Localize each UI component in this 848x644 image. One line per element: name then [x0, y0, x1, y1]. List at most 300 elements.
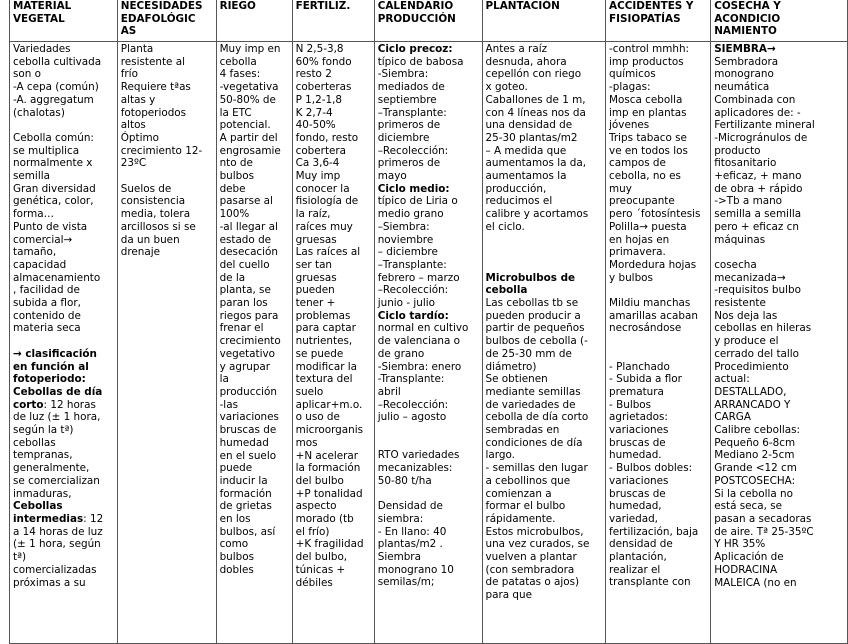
- text-line: del cuello: [219, 258, 270, 271]
- text-line: la ETC: [219, 106, 252, 119]
- text-line: junio - julio: [377, 297, 435, 310]
- text-line: aplicadores de: -: [714, 106, 801, 119]
- text-line: resto 2: [295, 68, 332, 81]
- text-line: conocer la: [295, 182, 350, 195]
- text-line: normalmente x: [13, 157, 93, 170]
- text-line: [13, 500, 115, 513]
- text-line: raíces muy: [295, 220, 353, 233]
- text-line: 25-30 plantas/m2: [485, 131, 578, 144]
- text-line: diciembre: [377, 131, 430, 144]
- text-line: Antes a raíz: [485, 43, 548, 55]
- text-line: -requisitos bulbo: [714, 284, 801, 297]
- text-line: -Siembra:: [377, 68, 429, 81]
- text-line: Si la cebolla no: [714, 487, 793, 500]
- text-line: de patatas o ajos): [485, 576, 580, 589]
- text-line: comercial→: [13, 233, 73, 246]
- text-line: aumentamos la: [485, 170, 567, 183]
- text-line: débiles: [295, 576, 333, 589]
- text-line: +eficaz, + mano: [714, 170, 802, 183]
- text-line: [13, 386, 115, 399]
- text-line: pueden: [295, 284, 335, 297]
- text-line: necrosándose: [609, 322, 682, 335]
- text: : 12 horas: [43, 398, 96, 411]
- text-line: -control mmhh:: [609, 43, 690, 55]
- text-line: potencial.: [219, 119, 271, 132]
- text-line: variedad,: [609, 512, 658, 525]
- text-line: químicos: [609, 68, 656, 81]
- text-line: (chalotas): [13, 106, 65, 119]
- text-line: humedad,: [609, 500, 662, 513]
- text-line: primavera.: [609, 246, 666, 259]
- text-line: primeros de: [377, 157, 441, 170]
- text-line: puede: [219, 462, 253, 475]
- text-line: Mosca cebolla: [609, 93, 683, 106]
- text-line: crecimiento 12-: [120, 144, 203, 157]
- text-line: tamaño,: [13, 246, 57, 259]
- text-line: en el suelo: [219, 449, 277, 462]
- text-line: 50-80 t/ha: [377, 474, 432, 487]
- text-line: pero ´fotosíntesis: [609, 208, 701, 221]
- bold-text: Ciclo medio:: [377, 182, 450, 195]
- crop-info-table: [9, 0, 848, 644]
- text-line: prematura: [609, 385, 664, 398]
- text-line: P 1,2-1,8: [295, 93, 342, 106]
- text-line: Muy imp: [295, 170, 341, 183]
- text-line: - semillas den lugar: [485, 462, 588, 475]
- text-line: –Recolección:: [377, 398, 449, 411]
- text-line: - Planchado: [609, 360, 670, 373]
- text-line: Combinada con: [714, 93, 796, 106]
- text-line: bruscas de: [609, 436, 666, 449]
- text-line: RTO variedades: [377, 449, 460, 462]
- text-line: A partir del: [219, 131, 278, 144]
- header-plantacion: [482, 0, 606, 42]
- text-line: aplicar+m.o.: [295, 398, 363, 411]
- text-line: –Transplante:: [377, 258, 447, 271]
- bold-text: intermedias: [13, 512, 84, 525]
- text-line: [378, 424, 480, 437]
- text-line: materia seca: [13, 322, 81, 335]
- text-line: plantación,: [609, 551, 667, 564]
- text-line: pero + eficaz cn: [714, 220, 799, 233]
- header-line: COSECHA Y: [714, 0, 781, 12]
- text-line: -Transplante:: [377, 373, 445, 386]
- text-line: calibre y acortamos: [485, 208, 589, 221]
- text-line: - Bulbos: [609, 398, 652, 411]
- text-line: -al llegar al: [219, 220, 278, 233]
- text-line: se puede: [295, 347, 344, 360]
- text-line: 40-50%: [295, 119, 336, 132]
- text-line: [486, 272, 604, 285]
- text-line: típico de Liria o: [377, 195, 458, 208]
- text-line: Fertilizante mineral: [714, 119, 815, 132]
- text-line: monograno: [714, 68, 774, 81]
- text-line: [609, 284, 708, 297]
- text-line: y bulbos: [609, 271, 653, 284]
- text-line: fisiología de: [295, 195, 359, 208]
- header-line: FERTILIZ.: [295, 0, 351, 12]
- text-line: [486, 284, 604, 297]
- cell-cosecha-acondicionamiento: [711, 42, 848, 644]
- text-line: [609, 335, 708, 348]
- text-line: [13, 361, 115, 374]
- text-line: de obra + rápido: [714, 182, 803, 195]
- text-line: contenido de: [13, 309, 81, 322]
- text-line: la raíz,: [295, 208, 331, 221]
- text-line: normal en cultivo: [377, 322, 469, 335]
- text-line: frenar el: [219, 322, 264, 335]
- text-line: aspecto: [295, 500, 337, 513]
- text-line: consistencia: [120, 195, 186, 208]
- text-line: Mediano 2-5cm: [714, 449, 795, 462]
- text-line: una densidad de: [485, 119, 573, 132]
- text-line: gruesas: [295, 271, 337, 284]
- text-line: tempranas,: [13, 449, 73, 462]
- text-line: vuelven a plantar: [485, 551, 577, 564]
- text-line: o uso de: [295, 411, 340, 424]
- cell-plantacion: [482, 42, 606, 644]
- header-calendario-produccion: [374, 0, 482, 42]
- text-line: inducir la: [219, 474, 268, 487]
- text-line: , facilidad de: [13, 284, 80, 297]
- bold-text: corto: [13, 398, 44, 411]
- text-line: una vez curados, se: [485, 538, 590, 551]
- text-line: túnicas +: [295, 563, 346, 576]
- text-line: cebolla cultivada: [13, 55, 102, 68]
- text-line: pasarse al: [219, 195, 273, 208]
- text-line: partir de pequeños: [485, 322, 585, 335]
- text-line: resistente al: [120, 55, 185, 68]
- text-line: K 2,7-4: [295, 106, 333, 119]
- text-line: agrietados:: [609, 411, 668, 424]
- content-row: [10, 42, 848, 644]
- cell-riego: [216, 42, 292, 644]
- cell-calendario-produccion: [374, 42, 482, 644]
- text-line: densidad de: [609, 538, 673, 551]
- text-line: producción: [219, 385, 277, 398]
- text-line: [378, 43, 480, 56]
- text-line: planta, se: [219, 284, 271, 297]
- text-line: y produce el: [714, 335, 779, 348]
- text-line: a cebollinos que: [485, 474, 571, 487]
- text-line: desnuda, ahora: [485, 55, 567, 68]
- text-line: de valenciana o: [377, 335, 460, 348]
- text-line: [13, 335, 115, 348]
- text-line: frío: [120, 68, 138, 81]
- text-line: suelo: [295, 385, 324, 398]
- text-line: ARRANCADO Y: [714, 398, 791, 411]
- text-line: Se obtienen: [485, 373, 548, 386]
- text-line: formación: [219, 487, 272, 500]
- text-line: Las raíces al: [295, 246, 361, 259]
- text-line: realizar el: [609, 563, 661, 576]
- text-line: [378, 437, 480, 450]
- text-line: bulbos: [219, 170, 254, 183]
- text-line: fotoperiodos: [120, 106, 187, 119]
- text-line: mecanizables:: [377, 462, 453, 475]
- text-line: –Recolección:: [377, 144, 449, 157]
- text-line: en los: [219, 513, 251, 526]
- text-line: - En llano: 40: [377, 525, 447, 538]
- header-line: PRODUCCIÓN: [377, 12, 456, 25]
- text-line: HODRACINA: [714, 563, 778, 576]
- text-line: del bulbo,: [295, 551, 348, 564]
- bold-text: Cebollas: [13, 500, 63, 513]
- bold-text: → clasificación: [13, 347, 97, 360]
- cell-necesidades-edafologicas: [117, 42, 216, 644]
- text-line: del bulbo: [295, 474, 344, 487]
- text-line: Cebolla común:: [13, 131, 94, 144]
- text-line: DESTALLADO,: [714, 385, 787, 398]
- text-line: [13, 513, 115, 526]
- header-line: MATERIAL: [13, 0, 72, 12]
- text-line: 100%: [219, 208, 250, 221]
- text: : 12: [83, 512, 104, 525]
- text-line: de variedades de: [485, 398, 576, 411]
- text-line: el frío): [295, 525, 330, 538]
- text-line: [714, 43, 845, 56]
- text-line: condiciones de día: [485, 436, 583, 449]
- bold-text: Cebollas de día: [13, 385, 103, 398]
- text-line: de aire. Tª 25-35ºC: [714, 525, 814, 538]
- text-line: comienzan a: [485, 487, 552, 500]
- text-line: variaciones: [219, 411, 279, 424]
- text-line: cebollas: [13, 436, 56, 449]
- text-line: la: [219, 373, 229, 386]
- text-line: bulbos, así: [219, 525, 276, 538]
- text-line: mecanizada→: [714, 271, 786, 284]
- text-line: amarillas acaban: [609, 309, 698, 322]
- text-line: muy: [609, 182, 632, 195]
- text-line: se multiplica: [13, 144, 80, 157]
- text-line: primeros de: [377, 119, 441, 132]
- text-line: [13, 348, 115, 361]
- text-line: comercializadas: [13, 563, 97, 576]
- text-line: de grietas: [219, 500, 272, 513]
- text-line: Calibre cebollas:: [714, 424, 801, 437]
- text-line: mos: [295, 436, 318, 449]
- text-line: -A. aggregatum: [13, 93, 94, 106]
- text-line: Siembra: [377, 551, 421, 564]
- text-line: actual:: [714, 373, 750, 386]
- text-line: a 14 horas de luz: [13, 525, 103, 538]
- text-line: Y HR 35%: [714, 538, 766, 551]
- text-line: paran los: [219, 297, 268, 310]
- text-line: formar el bulbo: [485, 500, 566, 513]
- text-line: capacidad: [13, 258, 67, 271]
- text-line: bruscas de: [609, 487, 666, 500]
- text-line: resistente: [714, 297, 766, 310]
- text-line: está seca, se: [714, 500, 783, 513]
- text-line: preocupante: [609, 195, 675, 208]
- text-line: Nos deja las: [714, 309, 778, 322]
- text-line: medio grano: [377, 208, 444, 221]
- text-line: típico de babosa: [377, 55, 464, 68]
- text-line: inmaduras,: [13, 487, 72, 500]
- text-line: problemas: [295, 309, 351, 322]
- text-line: transplante con: [609, 576, 691, 589]
- text-line: como: [219, 538, 249, 551]
- text-line: gruesas: [295, 233, 337, 246]
- header-line: NAMIENTO: [714, 25, 777, 38]
- text-line: mediante semillas: [485, 385, 581, 398]
- text-line: dobles: [219, 563, 254, 576]
- text-line: producción,: [485, 182, 547, 195]
- text-line: para que: [485, 589, 532, 602]
- cell-accidentes-fisiopatias: [606, 42, 711, 644]
- header-riego: [216, 0, 292, 42]
- text-line: bulbos: [219, 551, 254, 564]
- text-line: [121, 170, 214, 183]
- text-line: microorganis: [295, 424, 364, 437]
- text-line: -A cepa (común): [13, 81, 99, 94]
- text-line: diámetro): [485, 360, 537, 373]
- text-line: Las cebollas tb se: [485, 297, 579, 310]
- header-row: [10, 0, 848, 42]
- text-line: da un buen: [120, 233, 180, 246]
- text-line: ->Tb a mano: [714, 195, 783, 208]
- text-line: [13, 373, 115, 386]
- text-line: genética, color,: [13, 195, 94, 208]
- text-line: -Siembra: enero: [377, 360, 462, 373]
- text-line: CARGA: [714, 411, 751, 424]
- text-line: pasan a secadoras: [714, 513, 812, 525]
- text-line: fitosanitario: [714, 157, 777, 170]
- text-line: Variedades: [13, 43, 71, 55]
- text-line: coberteras: [295, 81, 352, 94]
- text-line: semilla a semilla: [714, 208, 802, 221]
- text-line: campos de: [609, 157, 666, 170]
- text-line: [378, 310, 480, 323]
- text-line: neumática: [714, 81, 770, 94]
- text-line: para captar: [295, 322, 356, 335]
- text-line: Gran diversidad: [13, 182, 96, 195]
- text-line: – diciembre: [377, 246, 438, 259]
- text-line: largo.: [485, 449, 515, 462]
- text-line: [486, 259, 604, 272]
- bold-text: Ciclo tardío:: [377, 309, 449, 322]
- text-line: morado (tb: [295, 513, 354, 526]
- text-line: 60% fondo: [295, 55, 352, 68]
- text-line: próximas a su: [13, 576, 86, 589]
- text-line: variaciones: [609, 474, 669, 487]
- text-line: semilla: [13, 170, 50, 183]
- text-line: altos: [120, 119, 146, 132]
- text-line: rápidamente.: [485, 512, 556, 525]
- text-line: riegos para: [219, 309, 279, 322]
- text-line: [378, 183, 480, 196]
- text-line: estado de: [219, 233, 272, 246]
- bold-text: fotoperiodo:: [13, 373, 86, 386]
- cell-fertilizacion: [292, 42, 374, 644]
- text-line: textura del: [295, 373, 353, 386]
- text-line: –Recolección:: [377, 284, 449, 297]
- text-line: producto: [714, 144, 761, 157]
- text-line: febrero – marzo: [377, 271, 460, 284]
- header-line: ACCIDENTES Y: [609, 0, 694, 12]
- text-line: bulbos de cebolla (-: [485, 335, 588, 348]
- bold-text: Microbulbos de: [485, 271, 576, 284]
- text-line: siembra:: [377, 512, 424, 525]
- text-line: ser tan: [295, 258, 333, 271]
- text-line: Estos microbulbos,: [485, 525, 584, 538]
- text-line: semilas/m;: [377, 576, 435, 589]
- text-line: [609, 348, 708, 361]
- text-line: Pequeño 6-8cm: [714, 436, 796, 449]
- text-line: Densidad de: [377, 500, 443, 513]
- text-line: Ca 3,6-4: [295, 157, 340, 170]
- text-line: -plagas:: [609, 81, 651, 94]
- text-line: tener +: [295, 297, 336, 310]
- text-line: altas y: [120, 93, 156, 106]
- text-line: - Bulbos dobles:: [609, 462, 693, 475]
- text-line: plantas/m2 .: [377, 538, 443, 551]
- text-line: el ciclo.: [485, 220, 525, 233]
- text-line: y agrupar: [219, 360, 271, 373]
- text-line: 50-80% de: [219, 93, 276, 106]
- text-line: humedad.: [609, 449, 662, 462]
- text-line: cebollas en hileras: [714, 322, 812, 335]
- text-line: Muy imp en: [219, 43, 281, 55]
- text-line: fertilización, baja: [609, 525, 699, 538]
- text-line: 23ºC: [120, 157, 147, 170]
- text-line: se comercializan: [13, 474, 100, 487]
- text-line: septiembre: [377, 93, 437, 106]
- text-line: imp en plantas: [609, 106, 687, 119]
- text-line: jóvenes: [609, 119, 650, 132]
- text-line: modificar la: [295, 360, 358, 373]
- text-line: Mildiu manchas: [609, 297, 691, 310]
- text-line: tª): [13, 551, 27, 564]
- header-accidentes-fisiopatias: [606, 0, 711, 42]
- text-line: media, tolera: [120, 208, 191, 221]
- text-line: MALEICA (no en: [714, 576, 797, 589]
- bold-text: Ciclo precoz:: [377, 43, 453, 55]
- text-line: pueden producir a: [485, 309, 581, 322]
- text-line: +P tonalidad: [295, 487, 363, 500]
- text-line: [13, 119, 115, 132]
- text-line: [13, 399, 115, 412]
- text-line: bruscas de: [219, 424, 277, 437]
- text-line: Polilla→ puesta: [609, 220, 687, 233]
- header-line: EDAFOLÓGIC: [120, 12, 196, 25]
- bold-text: cebolla: [485, 284, 528, 297]
- text-line: generalmente,: [13, 462, 90, 475]
- text-line: Suelos de: [120, 182, 172, 195]
- text-line: Grande <12 cm: [714, 462, 797, 475]
- text-line: en hojas en: [609, 233, 670, 246]
- bold-text: en función al: [13, 360, 89, 373]
- text-line: nutrientes,: [295, 335, 353, 348]
- text-line: sembradas en: [485, 424, 560, 437]
- text-line: fondo, resto: [295, 131, 359, 144]
- text-line: son o: [13, 68, 42, 81]
- text-line: - Subida a flor: [609, 373, 682, 386]
- text-line: variaciones: [609, 424, 669, 437]
- text-line: drenaje: [120, 246, 161, 259]
- text-line: subida a flor,: [13, 297, 81, 310]
- text-line: debe: [219, 182, 246, 195]
- text-line: la formación: [295, 462, 361, 475]
- text-line: de grano: [377, 347, 425, 360]
- header-line: AS: [120, 25, 137, 38]
- text-line: imp productos: [609, 55, 684, 68]
- header-line: FISIOPATÍAS: [609, 12, 681, 25]
- text-line: –Siembra:: [377, 220, 430, 233]
- text-line: según la tª): [13, 424, 74, 437]
- text-line: arcillosos si se: [120, 220, 196, 233]
- text-line: Procedimiento: [714, 360, 789, 373]
